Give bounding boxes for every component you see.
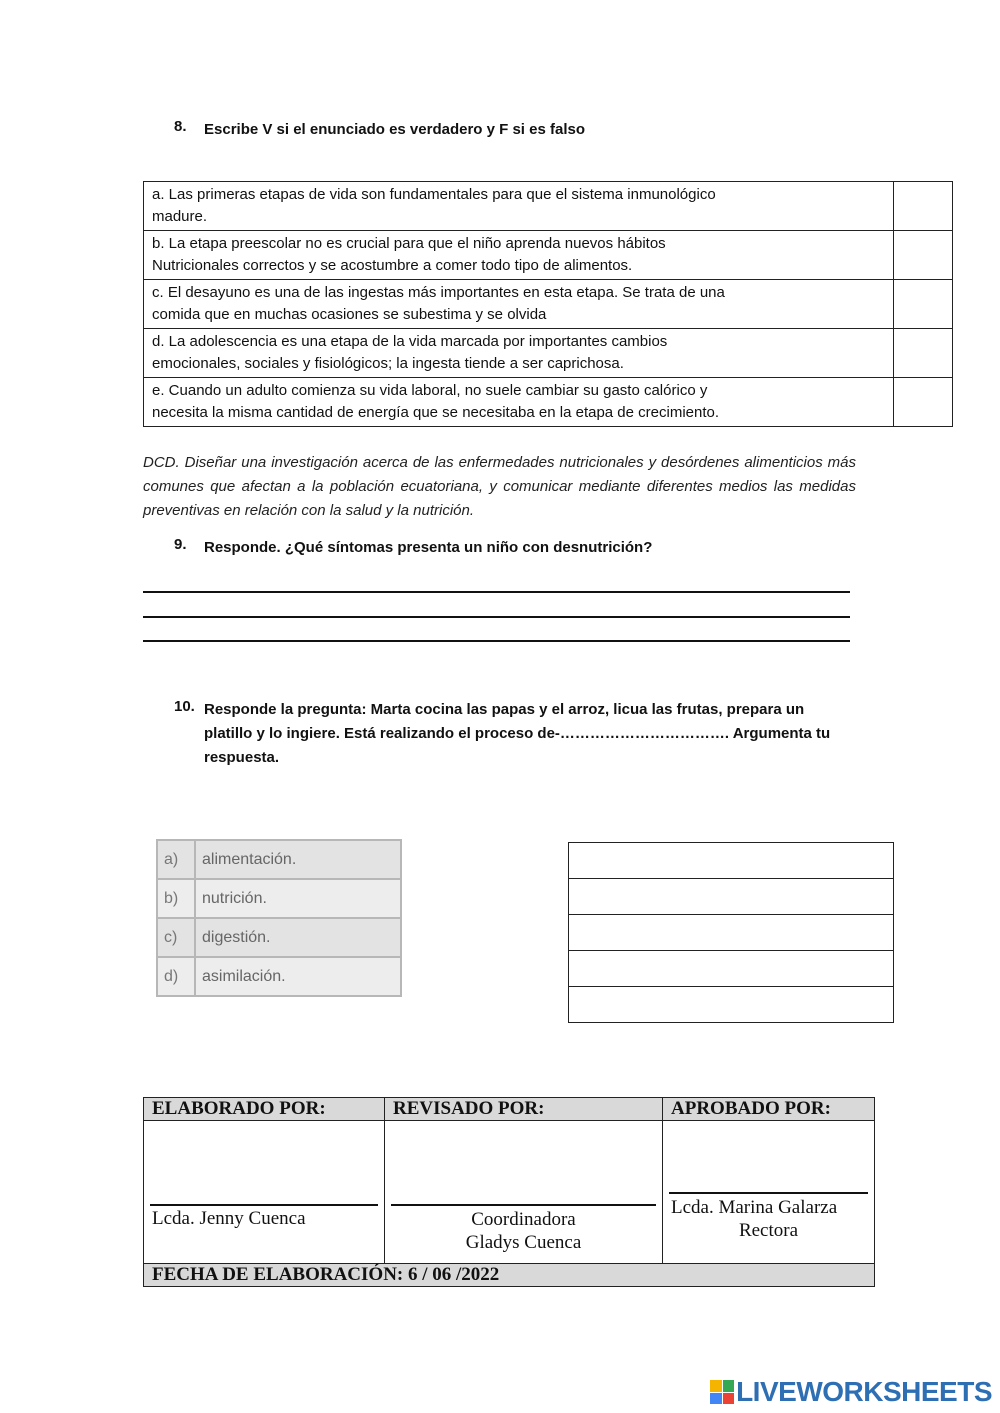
option-letter: c) [157,918,195,957]
dcd-paragraph: DCD. Diseñar una investigación acerca de las enfermedades nutricionales y desórdenes alimenticios más comunes que afectan a la población ecuatoriana, y comunicar mediante diferentes medios las medidas preventivas en relación con la salud y la nutrición. [143,454,856,519]
answer-line-3[interactable] [143,640,850,642]
elaborado-label: ELABORADO POR: [144,1098,385,1121]
answer-cell-b[interactable] [894,231,953,280]
revisado-cell [385,1121,663,1264]
answer-box-row-2[interactable] [569,879,894,915]
option-text: digestión. [195,918,401,957]
option-letter: a) [157,840,195,879]
statement-cell: e. Cuando un adulto comienza su vida laboral, no suele cambiar su gasto calórico y necesita la misma cantidad de energía que se necesitaba en la etapa de crecimiento. [144,378,894,427]
q8-heading [174,118,874,142]
true-false-table [143,181,953,427]
table-row [144,329,953,378]
option-text: nutrición. [195,879,401,918]
signature-line [669,1192,868,1194]
q10-heading [174,698,874,770]
revisado-name: Gladys Cuenca [465,1232,582,1253]
statement-cell: d. La adolescencia es una etapa de la vida marcada por importantes cambios emocionales, sociales y fisiológicos; la ingesta tiende a ser caprichosa. [144,329,894,378]
answer-cell-a[interactable] [894,182,953,231]
option-text: asimilación. [195,957,401,996]
signature-line [391,1204,656,1206]
q8-number: 8. [174,118,187,135]
answer-cell-c[interactable] [894,280,953,329]
aprobado-cell [663,1121,875,1264]
elaborado-name: Lcda. Jenny Cuenca [152,1208,306,1229]
option-letter: b) [157,879,195,918]
logo-mark-icon [710,1380,734,1404]
answer-box-row-3[interactable] [569,915,894,951]
revisado-role: Coordinadora [471,1209,576,1230]
list-item [157,918,401,957]
aprobado-name: Lcda. Marina Galarza [671,1197,838,1218]
answer-cell-d[interactable] [894,329,953,378]
signature-table [143,1097,875,1287]
answer-cell-e[interactable] [894,378,953,427]
answer-box-row-4[interactable] [569,951,894,987]
revisado-label: REVISADO POR: [385,1098,663,1121]
answer-line-1[interactable] [143,591,850,593]
elaborado-cell [144,1121,385,1264]
signature-line [150,1204,378,1206]
q9-number: 9. [174,536,187,553]
answer-line-2[interactable] [143,616,850,618]
aprobado-label: APROBADO POR: [663,1098,875,1121]
list-item [157,840,401,879]
liveworksheets-logo [710,1377,992,1407]
q10-number: 10. [174,698,195,715]
table-row [144,378,953,427]
logo-text: LIVEWORKSHEETS [736,1376,992,1407]
q9-heading [174,536,874,560]
answer-box-row-1[interactable] [569,843,894,879]
list-item [157,957,401,996]
statement-cell: a. Las primeras etapas de vida son fundamentales para que el sistema inmunológico madure. [144,182,894,231]
table-row [144,280,953,329]
table-row [144,182,953,231]
options-list [156,839,402,997]
statement-cell: c. El desayuno es una de las ingestas más importantes en esta etapa. Se trata de una comida que en muchas ocasiones se subestima y se olvida [144,280,894,329]
q8-title: Escribe V si el enunciado es verdadero y F si es falso [204,121,585,138]
q10-text: Responde la pregunta: Marta cocina las papas y el arroz, licua las frutas, prepara un platillo y lo ingiere. Está realizando el proceso de-……………………………. Argumenta tu respuesta. [204,701,831,766]
fecha-elaboracion: FECHA DE ELABORACIÓN: 6 / 06 /2022 [144,1264,875,1287]
option-text: alimentación. [195,840,401,879]
q9-title: Responde. ¿Qué síntomas presenta un niño con desnutrición? [204,539,653,556]
aprobado-role: Rectora [738,1220,799,1241]
answer-box [568,842,894,1023]
list-item [157,879,401,918]
option-letter: d) [157,957,195,996]
statement-cell: b. La etapa preescolar no es crucial para que el niño aprenda nuevos hábitos Nutricionales correctos y se acostumbre a comer todo tipo de alimentos. [144,231,894,280]
table-row [144,231,953,280]
answer-box-row-5[interactable] [569,987,894,1023]
